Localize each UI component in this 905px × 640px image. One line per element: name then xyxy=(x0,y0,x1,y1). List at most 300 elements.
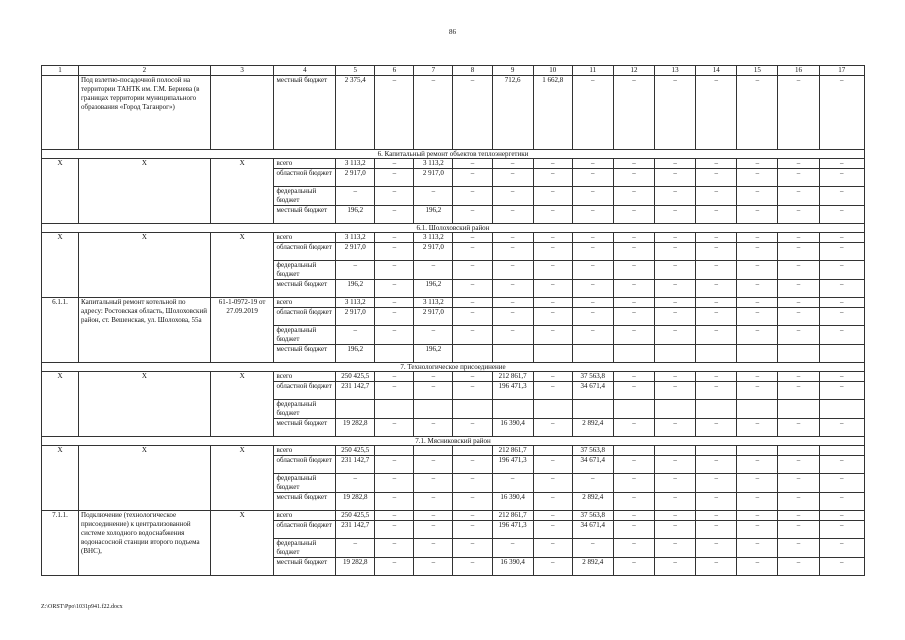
section-title: 7. Технологическое присоединение xyxy=(42,363,865,372)
value-cell: – xyxy=(737,159,778,169)
value-cell: – xyxy=(453,308,492,326)
value-cell xyxy=(572,345,613,363)
value-cell: – xyxy=(453,326,492,345)
value-cell: – xyxy=(414,326,453,345)
column-number-header: 5 xyxy=(336,66,375,76)
value-cell: 2 892,4 xyxy=(572,558,613,576)
value-cell: 712,6 xyxy=(492,76,533,150)
value-cell: – xyxy=(572,243,613,261)
value-cell: – xyxy=(533,169,572,187)
value-cell: – xyxy=(613,169,654,187)
column-number-header: 3 xyxy=(210,66,274,76)
column-number-header: 13 xyxy=(655,66,696,76)
budget-source-cell: местный бюджет xyxy=(274,345,336,363)
value-cell: – xyxy=(492,298,533,308)
value-cell: – xyxy=(375,280,414,298)
value-cell: – xyxy=(375,326,414,345)
value-cell: 37 563,8 xyxy=(572,511,613,521)
value-cell: – xyxy=(655,474,696,493)
value-cell: 37 563,8 xyxy=(572,372,613,382)
table-row xyxy=(42,372,865,382)
value-cell: – xyxy=(819,474,864,493)
value-cell: – xyxy=(655,187,696,206)
value-cell: – xyxy=(737,298,778,308)
value-cell xyxy=(375,446,414,456)
value-cell: – xyxy=(375,456,414,474)
value-cell: – xyxy=(336,326,375,345)
value-cell: 2 892,4 xyxy=(572,493,613,511)
value-cell: – xyxy=(819,521,864,539)
budget-source-cell: областной бюджет xyxy=(274,243,336,261)
value-cell: – xyxy=(778,159,819,169)
value-cell: – xyxy=(778,539,819,558)
budget-source-cell: федеральный бюджет xyxy=(274,474,336,493)
value-cell: 2 917,0 xyxy=(414,308,453,326)
value-cell: – xyxy=(572,474,613,493)
value-cell: – xyxy=(737,261,778,280)
value-cell: – xyxy=(655,280,696,298)
value-cell: – xyxy=(453,521,492,539)
value-cell: – xyxy=(414,521,453,539)
value-cell: – xyxy=(778,372,819,382)
budget-source-cell: местный бюджет xyxy=(274,419,336,437)
value-cell: – xyxy=(336,539,375,558)
value-cell: – xyxy=(819,308,864,326)
value-cell: – xyxy=(453,187,492,206)
value-cell: 196,2 xyxy=(336,345,375,363)
value-cell: – xyxy=(453,76,492,150)
value-cell: – xyxy=(819,206,864,224)
section-title-row xyxy=(42,437,865,446)
value-cell: – xyxy=(453,372,492,382)
value-cell: – xyxy=(737,326,778,345)
value-cell: – xyxy=(533,308,572,326)
file-path-footer: Z:\ORST\Ppo\1031p941.f22.docx xyxy=(41,604,123,610)
row-index-cell: X xyxy=(42,233,79,298)
value-cell: – xyxy=(819,280,864,298)
value-cell: – xyxy=(375,159,414,169)
value-cell: – xyxy=(533,206,572,224)
value-cell: – xyxy=(696,169,737,187)
value-cell: – xyxy=(778,474,819,493)
value-cell: 2 375,4 xyxy=(336,76,375,150)
value-cell: – xyxy=(819,382,864,400)
value-cell: 19 282,8 xyxy=(336,558,375,576)
budget-source-cell: областной бюджет xyxy=(274,169,336,187)
value-cell: – xyxy=(613,474,654,493)
value-cell xyxy=(492,400,533,419)
object-description-cell: X xyxy=(79,159,211,224)
value-cell: – xyxy=(737,511,778,521)
value-cell: 231 142,7 xyxy=(336,521,375,539)
value-cell: – xyxy=(414,372,453,382)
value-cell: 34 671,4 xyxy=(572,382,613,400)
value-cell: – xyxy=(533,233,572,243)
value-cell: – xyxy=(375,206,414,224)
document-cell xyxy=(210,76,274,150)
value-cell: 2 917,0 xyxy=(414,169,453,187)
value-cell: – xyxy=(819,326,864,345)
value-cell: – xyxy=(737,474,778,493)
value-cell: 16 390,4 xyxy=(492,493,533,511)
value-cell: 3 113,2 xyxy=(414,159,453,169)
value-cell: – xyxy=(819,243,864,261)
value-cell: – xyxy=(492,169,533,187)
value-cell: – xyxy=(613,298,654,308)
value-cell xyxy=(453,446,492,456)
value-cell: – xyxy=(613,206,654,224)
value-cell xyxy=(696,446,737,456)
value-cell: 2 917,0 xyxy=(414,243,453,261)
value-cell: – xyxy=(655,326,696,345)
value-cell xyxy=(375,345,414,363)
document-cell: X xyxy=(210,372,274,437)
value-cell: 16 390,4 xyxy=(492,558,533,576)
value-cell: – xyxy=(696,326,737,345)
value-cell: – xyxy=(819,261,864,280)
object-description-cell: Подключение (технологическое присоединение) к централизованной системе холодного водоснабжения водонасосной станции второго подъема (ВНС), xyxy=(79,511,211,576)
value-cell: – xyxy=(492,326,533,345)
value-cell: – xyxy=(572,280,613,298)
value-cell: – xyxy=(696,474,737,493)
value-cell: – xyxy=(655,539,696,558)
value-cell: – xyxy=(613,493,654,511)
value-cell: – xyxy=(696,419,737,437)
table-row xyxy=(42,159,865,169)
value-cell: 37 563,8 xyxy=(572,446,613,456)
value-cell: – xyxy=(375,372,414,382)
value-cell: – xyxy=(655,206,696,224)
value-cell xyxy=(778,446,819,456)
value-cell: – xyxy=(414,261,453,280)
value-cell: – xyxy=(613,456,654,474)
section-title-row xyxy=(42,224,865,233)
value-cell: – xyxy=(696,298,737,308)
value-cell: – xyxy=(336,187,375,206)
budget-source-cell: всего xyxy=(274,159,336,169)
value-cell: – xyxy=(655,308,696,326)
value-cell: – xyxy=(613,187,654,206)
budget-source-cell: местный бюджет xyxy=(274,558,336,576)
page-number: 86 xyxy=(449,28,456,36)
value-cell: – xyxy=(696,382,737,400)
document-cell: X xyxy=(210,446,274,511)
value-cell: – xyxy=(453,159,492,169)
value-cell: – xyxy=(414,558,453,576)
value-cell: – xyxy=(696,261,737,280)
value-cell: – xyxy=(819,539,864,558)
value-cell: – xyxy=(533,243,572,261)
value-cell: – xyxy=(453,261,492,280)
value-cell: 212 861,7 xyxy=(492,511,533,521)
table-row xyxy=(42,446,865,456)
value-cell: – xyxy=(375,474,414,493)
value-cell: – xyxy=(655,169,696,187)
value-cell xyxy=(778,345,819,363)
value-cell: – xyxy=(819,76,864,150)
budget-source-cell: федеральный бюджет xyxy=(274,326,336,345)
value-cell: – xyxy=(572,187,613,206)
value-cell: – xyxy=(492,280,533,298)
row-index-cell: 6.1.1. xyxy=(42,298,79,363)
value-cell xyxy=(655,446,696,456)
value-cell: – xyxy=(696,280,737,298)
value-cell: – xyxy=(414,511,453,521)
value-cell: – xyxy=(613,261,654,280)
value-cell: – xyxy=(778,521,819,539)
value-cell: – xyxy=(613,372,654,382)
value-cell: – xyxy=(613,419,654,437)
value-cell: – xyxy=(655,243,696,261)
value-cell xyxy=(778,400,819,419)
value-cell: 196 471,3 xyxy=(492,456,533,474)
value-cell xyxy=(336,400,375,419)
value-cell: 2 917,0 xyxy=(336,308,375,326)
value-cell: – xyxy=(778,456,819,474)
value-cell: – xyxy=(453,539,492,558)
value-cell: 196,2 xyxy=(414,206,453,224)
budget-source-cell: всего xyxy=(274,446,336,456)
value-cell: – xyxy=(533,511,572,521)
value-cell: 3 113,2 xyxy=(414,233,453,243)
value-cell: – xyxy=(533,521,572,539)
value-cell: – xyxy=(696,159,737,169)
row-index-cell: 7.1.1. xyxy=(42,511,79,576)
value-cell: – xyxy=(655,511,696,521)
value-cell: – xyxy=(533,298,572,308)
value-cell: – xyxy=(414,474,453,493)
column-number-header: 16 xyxy=(778,66,819,76)
value-cell: – xyxy=(572,308,613,326)
column-number-header: 7 xyxy=(414,66,453,76)
value-cell: – xyxy=(375,298,414,308)
value-cell: – xyxy=(572,159,613,169)
value-cell xyxy=(613,400,654,419)
value-cell xyxy=(492,345,533,363)
value-cell: – xyxy=(613,233,654,243)
value-cell: – xyxy=(533,493,572,511)
value-cell: – xyxy=(819,419,864,437)
value-cell: – xyxy=(778,558,819,576)
value-cell: 231 142,7 xyxy=(336,456,375,474)
value-cell: – xyxy=(778,76,819,150)
value-cell: – xyxy=(375,521,414,539)
value-cell: – xyxy=(613,76,654,150)
value-cell: – xyxy=(336,261,375,280)
value-cell: 250 425,5 xyxy=(336,446,375,456)
value-cell: – xyxy=(696,521,737,539)
value-cell: 196,2 xyxy=(414,345,453,363)
value-cell: – xyxy=(819,169,864,187)
column-number-header: 1 xyxy=(42,66,79,76)
value-cell: – xyxy=(533,539,572,558)
value-cell: – xyxy=(375,187,414,206)
budget-source-cell: федеральный бюджет xyxy=(274,261,336,280)
value-cell: – xyxy=(492,261,533,280)
column-number-header: 6 xyxy=(375,66,414,76)
value-cell: – xyxy=(778,298,819,308)
budget-source-cell: федеральный бюджет xyxy=(274,539,336,558)
value-cell: – xyxy=(533,382,572,400)
section-title: 6. Капитальный ремонт объектов теплоэнергетики xyxy=(42,150,865,159)
value-cell: – xyxy=(533,326,572,345)
budget-source-cell: федеральный бюджет xyxy=(274,400,336,419)
value-cell: – xyxy=(778,382,819,400)
value-cell xyxy=(655,400,696,419)
value-cell: – xyxy=(613,308,654,326)
value-cell: – xyxy=(737,233,778,243)
value-cell: – xyxy=(737,419,778,437)
value-cell: – xyxy=(778,511,819,521)
value-cell: – xyxy=(696,511,737,521)
value-cell: 196,2 xyxy=(336,280,375,298)
table-row xyxy=(42,233,865,243)
value-cell: – xyxy=(655,382,696,400)
value-cell: – xyxy=(655,372,696,382)
value-cell xyxy=(453,345,492,363)
budget-source-cell: всего xyxy=(274,511,336,521)
value-cell xyxy=(737,400,778,419)
value-cell: – xyxy=(572,233,613,243)
value-cell: – xyxy=(492,206,533,224)
value-cell: – xyxy=(737,558,778,576)
value-cell: – xyxy=(414,493,453,511)
value-cell xyxy=(453,400,492,419)
value-cell: – xyxy=(696,558,737,576)
value-cell: 34 671,4 xyxy=(572,456,613,474)
value-cell xyxy=(613,446,654,456)
value-cell: 2 892,4 xyxy=(572,419,613,437)
value-cell: – xyxy=(819,159,864,169)
value-cell xyxy=(414,446,453,456)
value-cell: 250 425,5 xyxy=(336,511,375,521)
value-cell: – xyxy=(819,298,864,308)
value-cell: – xyxy=(737,456,778,474)
value-cell: – xyxy=(572,298,613,308)
value-cell: – xyxy=(613,326,654,345)
budget-source-cell: областной бюджет xyxy=(274,308,336,326)
value-cell: 212 861,7 xyxy=(492,446,533,456)
value-cell: – xyxy=(492,159,533,169)
budget-source-cell: областной бюджет xyxy=(274,382,336,400)
value-cell: – xyxy=(492,187,533,206)
value-cell: 2 917,0 xyxy=(336,169,375,187)
value-cell: – xyxy=(414,187,453,206)
value-cell: – xyxy=(655,76,696,150)
value-cell: 231 142,7 xyxy=(336,382,375,400)
value-cell: – xyxy=(613,558,654,576)
value-cell: – xyxy=(492,539,533,558)
value-cell: 3 113,2 xyxy=(336,233,375,243)
value-cell: – xyxy=(696,493,737,511)
value-cell: 3 113,2 xyxy=(336,159,375,169)
value-cell: – xyxy=(453,382,492,400)
value-cell: 34 671,4 xyxy=(572,521,613,539)
value-cell: – xyxy=(453,456,492,474)
value-cell: – xyxy=(453,474,492,493)
value-cell: – xyxy=(737,187,778,206)
value-cell: – xyxy=(375,558,414,576)
value-cell xyxy=(696,345,737,363)
document-cell: 61-1-0972-19 от 27.09.2019 xyxy=(210,298,274,363)
column-number-header: 9 xyxy=(492,66,533,76)
value-cell: – xyxy=(613,243,654,261)
value-cell: – xyxy=(533,187,572,206)
value-cell: – xyxy=(655,493,696,511)
table-row xyxy=(42,298,865,308)
value-cell: – xyxy=(375,493,414,511)
table-row xyxy=(42,511,865,521)
value-cell: – xyxy=(453,233,492,243)
value-cell: – xyxy=(737,243,778,261)
value-cell: – xyxy=(533,372,572,382)
value-cell: – xyxy=(778,261,819,280)
column-number-header: 10 xyxy=(533,66,572,76)
document-cell: X xyxy=(210,511,274,576)
value-cell: – xyxy=(778,308,819,326)
value-cell xyxy=(533,446,572,456)
value-cell: – xyxy=(696,456,737,474)
column-number-header: 8 xyxy=(453,66,492,76)
value-cell: – xyxy=(492,474,533,493)
row-index-cell: X xyxy=(42,446,79,511)
value-cell: – xyxy=(336,474,375,493)
value-cell: – xyxy=(655,159,696,169)
column-number-header: 4 xyxy=(274,66,336,76)
value-cell: 196,2 xyxy=(414,280,453,298)
value-cell: – xyxy=(778,243,819,261)
section-title: 6.1. Шолоховский район xyxy=(42,224,865,233)
value-cell: – xyxy=(613,280,654,298)
value-cell: 19 282,8 xyxy=(336,419,375,437)
value-cell: – xyxy=(696,206,737,224)
value-cell: 19 282,8 xyxy=(336,493,375,511)
value-cell: – xyxy=(696,187,737,206)
value-cell: 2 917,0 xyxy=(336,243,375,261)
value-cell: – xyxy=(453,558,492,576)
value-cell xyxy=(414,400,453,419)
value-cell: – xyxy=(375,233,414,243)
value-cell: – xyxy=(572,326,613,345)
value-cell xyxy=(375,400,414,419)
value-cell: – xyxy=(533,419,572,437)
value-cell: – xyxy=(492,233,533,243)
value-cell: – xyxy=(533,159,572,169)
value-cell: 196 471,3 xyxy=(492,521,533,539)
value-cell: – xyxy=(533,558,572,576)
value-cell: – xyxy=(375,511,414,521)
value-cell: – xyxy=(492,243,533,261)
value-cell: – xyxy=(375,419,414,437)
value-cell: – xyxy=(613,382,654,400)
value-cell xyxy=(819,400,864,419)
value-cell xyxy=(533,400,572,419)
value-cell xyxy=(819,446,864,456)
value-cell: – xyxy=(696,243,737,261)
row-index-cell: X xyxy=(42,372,79,437)
section-title-row xyxy=(42,363,865,372)
document-cell: X xyxy=(210,233,274,298)
document-cell: X xyxy=(210,159,274,224)
budget-source-cell: местный бюджет xyxy=(274,493,336,511)
value-cell: – xyxy=(778,206,819,224)
object-description-cell: Под взлетно-посадочной полосой на территории ТАНТК им. Г.М. Бериева (в границах территории муниципального образования «Город Таганрог») xyxy=(79,76,211,150)
value-cell: – xyxy=(655,261,696,280)
value-cell: 212 861,7 xyxy=(492,372,533,382)
value-cell: – xyxy=(819,372,864,382)
value-cell: – xyxy=(375,382,414,400)
value-cell: – xyxy=(819,456,864,474)
